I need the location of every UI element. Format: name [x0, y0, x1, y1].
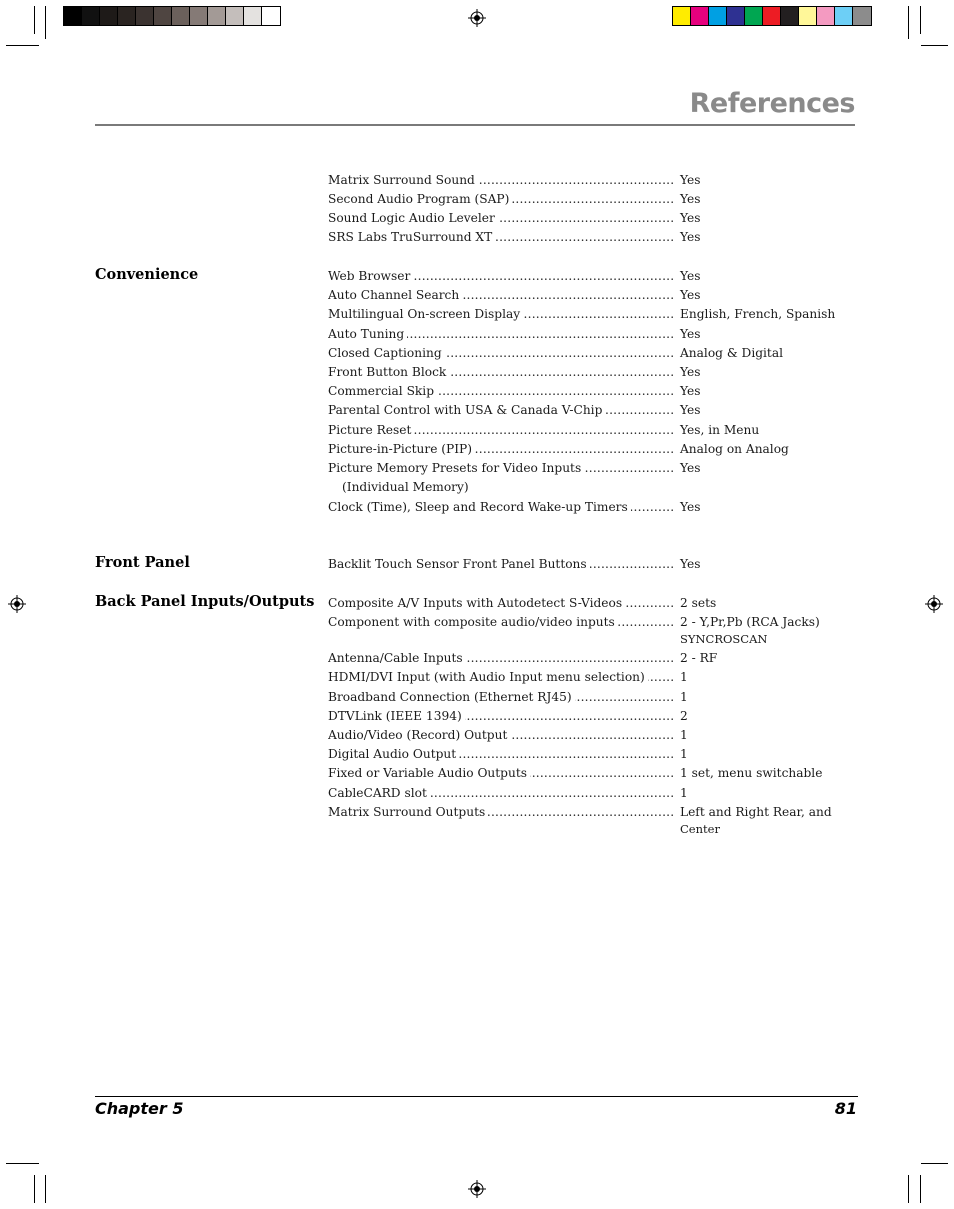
spec-value: 1	[680, 690, 688, 704]
spec-label	[328, 498, 675, 517]
spec-value: 2 sets	[680, 596, 717, 610]
spec-label	[328, 707, 675, 726]
spec-label-text: Sound Logic Audio Leveler	[328, 211, 498, 225]
spec-label	[328, 613, 675, 632]
grayscale-swatch	[100, 7, 118, 25]
crop-mark	[45, 1175, 46, 1203]
grayscale-swatch	[64, 7, 82, 25]
spec-label-text: Parental Control with USA & Canada V-Chip	[328, 403, 605, 417]
spec-row	[328, 344, 848, 363]
spec-label-text: Audio/Video (Record) Output	[328, 728, 510, 742]
spec-label-text: CableCARD slot	[328, 786, 430, 800]
spec-value: Yes	[680, 173, 701, 187]
spec-row	[328, 631, 848, 647]
spec-row	[328, 745, 848, 764]
spec-value: Analog & Digital	[680, 346, 783, 360]
process-color-swatch	[727, 7, 745, 25]
spec-row	[328, 190, 848, 209]
spec-label	[328, 764, 675, 783]
spec-label-text: Auto Channel Search	[328, 288, 462, 302]
spec-label	[328, 190, 675, 209]
spec-label	[328, 668, 675, 687]
grayscale-swatch	[136, 7, 154, 25]
spec-value: Yes	[680, 211, 701, 225]
spec-row	[328, 459, 848, 478]
spec-label	[328, 745, 675, 764]
spec-label-text: Component with composite audio/video inputs	[328, 615, 618, 629]
spec-label-text: Auto Tuning	[328, 327, 407, 341]
spec-label	[328, 555, 675, 574]
spec-label	[328, 726, 675, 745]
spec-label-text: Broadband Connection (Ethernet RJ45)	[328, 690, 575, 704]
spec-row	[328, 726, 848, 745]
spec-label	[328, 344, 675, 363]
registration-mark-icon	[468, 1180, 486, 1198]
spec-label	[328, 171, 675, 190]
crop-mark	[45, 6, 46, 39]
crop-mark	[34, 1175, 35, 1203]
spec-row	[328, 821, 848, 837]
crop-mark	[6, 1163, 39, 1164]
grayscale-swatch	[118, 7, 136, 25]
spec-label	[328, 401, 675, 420]
spec-value: Yes	[680, 192, 701, 206]
chapter-label: Chapter 5	[95, 1099, 184, 1118]
spec-label-text: Front Button Block	[328, 365, 449, 379]
spec-row	[328, 440, 848, 459]
spec-value: 1	[680, 786, 688, 800]
spec-label	[328, 784, 675, 803]
spec-value: Yes	[680, 500, 701, 514]
spec-value: 2 - RF	[680, 651, 718, 665]
spec-value: Yes	[680, 269, 701, 283]
spec-label-text: Second Audio Program (SAP)	[328, 192, 512, 206]
spec-value: 2 - Y,Pr,Pb (RCA Jacks)	[680, 615, 820, 629]
spec-row	[328, 305, 848, 324]
spec-label-text: Matrix Surround Sound	[328, 173, 478, 187]
spec-value: Yes	[680, 230, 701, 244]
process-color-swatch	[799, 7, 817, 25]
section-heading-convenience: Convenience	[95, 266, 199, 283]
spec-label-text: SRS Labs TruSurround XT	[328, 230, 495, 244]
header-rule	[95, 124, 855, 126]
spec-note: (Individual Memory)	[342, 480, 469, 494]
spec-row	[328, 803, 848, 822]
spec-row	[328, 286, 848, 305]
spec-label-text: Backlit Touch Sensor Front Panel Buttons	[328, 557, 590, 571]
spec-value: 2	[680, 709, 688, 723]
spec-label-text: Picture Memory Presets for Video Inputs	[328, 461, 584, 475]
spec-row	[328, 498, 848, 517]
grayscale-swatch	[244, 7, 262, 25]
spec-value: Left and Right Rear, and	[680, 805, 832, 819]
spec-value: Yes, in Menu	[680, 423, 760, 437]
spec-label-text: Web Browser	[328, 269, 413, 283]
spec-row	[328, 421, 848, 440]
process-color-bar	[672, 6, 872, 26]
spec-label	[328, 209, 675, 228]
registration-mark-icon	[468, 9, 486, 27]
spec-label	[328, 440, 675, 459]
spec-value: Yes	[680, 384, 701, 398]
process-color-swatch	[709, 7, 727, 25]
spec-label-text: DTVLink (IEEE 1394)	[328, 709, 465, 723]
spec-row	[328, 668, 848, 687]
spec-label-text: HDMI/DVI Input (with Audio Input menu selection)	[328, 670, 648, 684]
spec-row	[328, 649, 848, 668]
spec-row	[328, 555, 848, 574]
spec-value: Yes	[680, 288, 701, 302]
footer-rule	[95, 1096, 858, 1097]
grayscale-swatch	[172, 7, 190, 25]
spec-value: Center	[680, 822, 720, 836]
spec-label-text: Antenna/Cable Inputs	[328, 651, 466, 665]
spec-label-text: Picture Reset	[328, 423, 414, 437]
spec-value: Yes	[680, 365, 701, 379]
process-color-swatch	[763, 7, 781, 25]
spec-label	[328, 594, 675, 613]
spec-label	[328, 325, 675, 344]
spec-row	[328, 363, 848, 382]
crop-mark	[920, 1175, 921, 1203]
spec-label-text: Picture-in-Picture (PIP)	[328, 442, 475, 456]
spec-label	[328, 688, 675, 707]
spec-label-text: Matrix Surround Outputs	[328, 805, 488, 819]
spec-row	[328, 401, 848, 420]
spec-label	[328, 305, 675, 324]
crop-mark	[6, 45, 39, 46]
spec-row	[328, 171, 848, 190]
grayscale-color-bar	[63, 6, 281, 26]
registration-mark-icon	[8, 595, 26, 613]
spec-row	[328, 613, 848, 632]
spec-row	[328, 228, 848, 247]
section-heading-back-panel: Back Panel Inputs/Outputs	[95, 593, 315, 610]
crop-mark	[920, 6, 921, 34]
spec-label-text: Closed Captioning	[328, 346, 445, 360]
spec-label	[328, 459, 675, 478]
spec-row	[328, 784, 848, 803]
spec-label	[328, 421, 675, 440]
crop-mark	[921, 45, 948, 46]
process-color-swatch	[817, 7, 835, 25]
spec-value: 1	[680, 747, 688, 761]
spec-row	[328, 267, 848, 286]
page-title: References	[689, 88, 855, 119]
spec-value: Yes	[680, 557, 701, 571]
spec-value: 1 set, menu switchable	[680, 766, 823, 780]
spec-value: SYNCROSCAN	[680, 632, 768, 646]
crop-mark	[908, 1175, 909, 1203]
process-color-swatch	[691, 7, 709, 25]
spec-note-row	[328, 478, 848, 497]
spec-label	[328, 228, 675, 247]
spec-label-text: Commercial Skip	[328, 384, 437, 398]
spec-label-text: Digital Audio Output	[328, 747, 459, 761]
process-color-swatch	[835, 7, 853, 25]
spec-label-text: Composite A/V Inputs with Autodetect S-Videos	[328, 596, 625, 610]
page-number: 81	[834, 1099, 857, 1118]
spec-row	[328, 382, 848, 401]
grayscale-swatch	[208, 7, 226, 25]
spec-value: 1	[680, 670, 688, 684]
process-color-swatch	[853, 7, 871, 25]
spec-value: Yes	[680, 461, 701, 475]
spec-label	[328, 649, 675, 668]
registration-mark-icon	[925, 595, 943, 613]
section-heading-front-panel: Front Panel	[95, 554, 190, 571]
spec-row	[328, 594, 848, 613]
grayscale-swatch	[190, 7, 208, 25]
spec-value: Analog on Analog	[680, 442, 789, 456]
grayscale-swatch	[154, 7, 172, 25]
grayscale-swatch	[226, 7, 244, 25]
grayscale-swatch	[262, 7, 280, 25]
spec-value: 1	[680, 728, 688, 742]
spec-row	[328, 688, 848, 707]
spec-label	[328, 382, 675, 401]
spec-label	[328, 363, 675, 382]
crop-mark	[34, 6, 35, 34]
spec-label-text: Multilingual On-screen Display	[328, 307, 523, 321]
spec-row	[328, 325, 848, 344]
grayscale-swatch	[82, 7, 100, 25]
spec-row	[328, 764, 848, 783]
process-color-swatch	[745, 7, 763, 25]
crop-mark	[921, 1163, 948, 1164]
spec-value: Yes	[680, 403, 701, 417]
process-color-swatch	[673, 7, 691, 25]
spec-row	[328, 707, 848, 726]
spec-label	[328, 803, 675, 822]
spec-label	[328, 267, 675, 286]
spec-value: English, French, Spanish	[680, 307, 836, 321]
spec-value: Yes	[680, 327, 701, 341]
process-color-swatch	[781, 7, 799, 25]
crop-mark	[908, 6, 909, 39]
spec-label-text: Clock (Time), Sleep and Record Wake-up Timers	[328, 500, 631, 514]
spec-label	[328, 286, 675, 305]
spec-row	[328, 209, 848, 228]
spec-label-text: Fixed or Variable Audio Outputs	[328, 766, 530, 780]
